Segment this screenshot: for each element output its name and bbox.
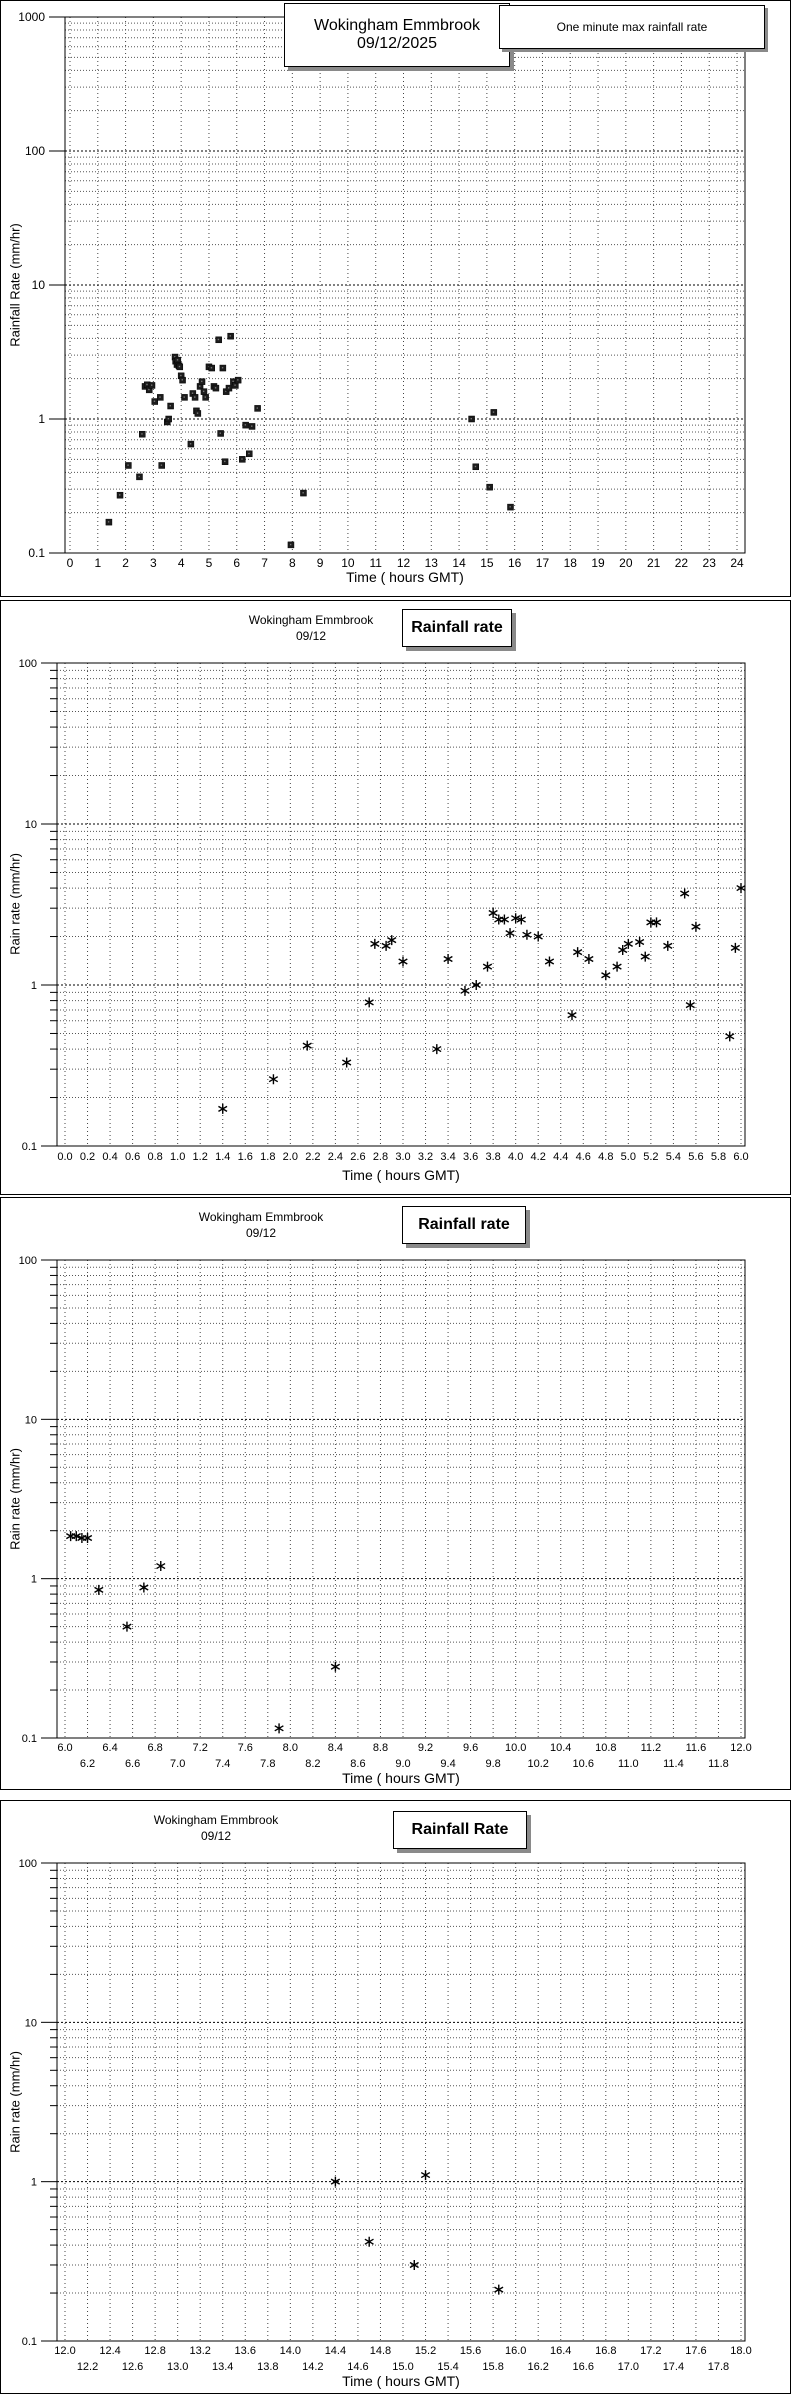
svg-text:1: 1 bbox=[94, 556, 102, 570]
chart-panel-00-06 bbox=[0, 600, 791, 1195]
svg-text:0.8: 0.8 bbox=[147, 1151, 163, 1163]
svg-text:8.8: 8.8 bbox=[372, 1742, 389, 1754]
chart-subtitle: 09/12/2025 bbox=[356, 35, 438, 52]
svg-text:7.8: 7.8 bbox=[260, 1758, 276, 1770]
svg-text:3.8: 3.8 bbox=[485, 1151, 501, 1163]
svg-text:6.8: 6.8 bbox=[147, 1742, 163, 1754]
svg-text:9.8: 9.8 bbox=[485, 1758, 501, 1770]
svg-text:2.2: 2.2 bbox=[305, 1151, 321, 1163]
chart-panel-daily-max bbox=[0, 0, 791, 597]
svg-text:10.8: 10.8 bbox=[595, 1742, 617, 1754]
plot-border bbox=[57, 663, 745, 1146]
svg-text:1.2: 1.2 bbox=[192, 1151, 208, 1163]
y-minor-ticks bbox=[50, 670, 57, 1097]
data-points bbox=[66, 1531, 339, 1733]
chart-title-box bbox=[284, 3, 510, 67]
svg-text:14.2: 14.2 bbox=[302, 2361, 324, 2373]
data-point bbox=[66, 1531, 75, 1541]
svg-text:13.6: 13.6 bbox=[234, 2345, 256, 2357]
svg-text:10: 10 bbox=[31, 278, 45, 292]
svg-text:16.0: 16.0 bbox=[504, 2345, 527, 2357]
svg-text:12.4: 12.4 bbox=[99, 2345, 121, 2357]
svg-text:3.4: 3.4 bbox=[440, 1151, 456, 1163]
svg-text:8.2: 8.2 bbox=[305, 1758, 321, 1770]
svg-text:10.2: 10.2 bbox=[527, 1758, 549, 1770]
data-point bbox=[461, 986, 470, 996]
svg-text:9.6: 9.6 bbox=[462, 1742, 479, 1754]
svg-text:2.8: 2.8 bbox=[372, 1151, 389, 1163]
svg-text:7.0: 7.0 bbox=[170, 1758, 186, 1770]
svg-text:16.6: 16.6 bbox=[572, 2361, 594, 2373]
x-tick-labels bbox=[57, 1742, 751, 1770]
svg-text:18: 18 bbox=[563, 556, 577, 570]
svg-text:8.0: 8.0 bbox=[282, 1742, 298, 1754]
data-point bbox=[523, 930, 532, 940]
data-point bbox=[663, 941, 672, 951]
svg-text:9: 9 bbox=[316, 556, 324, 570]
svg-text:11.0: 11.0 bbox=[618, 1758, 639, 1770]
data-point bbox=[421, 2170, 430, 2180]
svg-text:18.0: 18.0 bbox=[730, 2345, 752, 2357]
svg-text:10: 10 bbox=[24, 819, 37, 831]
data-point bbox=[483, 962, 492, 972]
y-tick-labels bbox=[19, 1858, 57, 2348]
chart-subtitle: 09/12 bbox=[200, 1829, 232, 1843]
svg-text:9.0: 9.0 bbox=[395, 1758, 411, 1770]
rainfall-rate-box bbox=[402, 609, 512, 647]
data-point bbox=[156, 1561, 165, 1571]
svg-text:15.6: 15.6 bbox=[459, 2345, 482, 2357]
svg-text:16.8: 16.8 bbox=[595, 2345, 617, 2357]
rate-box-label: Rainfall Rate bbox=[411, 1821, 509, 1838]
svg-text:11.2: 11.2 bbox=[640, 1742, 662, 1754]
y-minor-gridlines bbox=[57, 670, 745, 1097]
data-points bbox=[218, 883, 745, 1114]
svg-text:15.8: 15.8 bbox=[482, 2361, 504, 2373]
svg-text:0.1: 0.1 bbox=[21, 2336, 37, 2348]
svg-text:15: 15 bbox=[480, 556, 494, 570]
data-point bbox=[647, 917, 656, 927]
rainfall-rate-box bbox=[402, 1206, 526, 1244]
svg-text:13.4: 13.4 bbox=[212, 2361, 234, 2373]
chart-panel-12-18 bbox=[0, 1800, 791, 2394]
data-point bbox=[399, 956, 408, 966]
svg-text:0: 0 bbox=[66, 556, 74, 570]
svg-text:0.2: 0.2 bbox=[79, 1151, 96, 1163]
svg-text:10.4: 10.4 bbox=[550, 1742, 572, 1754]
data-point bbox=[686, 1000, 695, 1010]
data-point bbox=[641, 952, 650, 962]
rate-chart-canvas-06-12 bbox=[1, 1198, 790, 1789]
data-point bbox=[624, 939, 633, 949]
data-point bbox=[613, 962, 622, 972]
svg-text:2.6: 2.6 bbox=[350, 1151, 366, 1163]
svg-text:6.0: 6.0 bbox=[57, 1742, 73, 1754]
svg-text:100: 100 bbox=[18, 658, 37, 670]
svg-text:5: 5 bbox=[205, 556, 213, 570]
svg-text:15.2: 15.2 bbox=[414, 2345, 437, 2357]
chart-title: Wokingham Emmbrook bbox=[248, 613, 374, 627]
chart-subtitle: 09/12 bbox=[295, 629, 327, 643]
svg-text:4.0: 4.0 bbox=[508, 1151, 524, 1163]
y-minor-gridlines bbox=[65, 23, 745, 513]
x-gridlines bbox=[65, 663, 741, 1146]
svg-text:12.8: 12.8 bbox=[144, 2345, 166, 2357]
svg-text:10.0: 10.0 bbox=[504, 1742, 527, 1754]
svg-text:6: 6 bbox=[233, 556, 241, 570]
x-tick-labels bbox=[67, 556, 744, 570]
data-point bbox=[692, 922, 701, 932]
svg-text:14: 14 bbox=[452, 556, 466, 570]
svg-text:100: 100 bbox=[18, 1255, 37, 1267]
svg-text:15.0: 15.0 bbox=[392, 2361, 414, 2373]
svg-text:3.0: 3.0 bbox=[395, 1151, 411, 1163]
data-point bbox=[95, 1585, 104, 1595]
rate-box-label: Rainfall rate bbox=[411, 619, 503, 636]
svg-text:16.4: 16.4 bbox=[550, 2345, 572, 2357]
svg-text:5.6: 5.6 bbox=[688, 1151, 704, 1163]
svg-text:7: 7 bbox=[261, 556, 268, 570]
data-point bbox=[618, 945, 627, 955]
data-point bbox=[680, 889, 689, 899]
legend-label: One minute max rainfall rate bbox=[556, 20, 708, 34]
svg-text:14.8: 14.8 bbox=[369, 2345, 392, 2357]
svg-text:7.4: 7.4 bbox=[215, 1758, 231, 1770]
svg-text:17.4: 17.4 bbox=[662, 2361, 685, 2373]
svg-text:7.6: 7.6 bbox=[237, 1742, 253, 1754]
svg-text:8.4: 8.4 bbox=[327, 1742, 344, 1754]
svg-text:17: 17 bbox=[535, 556, 550, 570]
svg-text:12.0: 12.0 bbox=[730, 1742, 752, 1754]
data-point bbox=[371, 939, 380, 949]
svg-text:100: 100 bbox=[24, 144, 45, 158]
chart-title: Wokingham Emmbrook bbox=[153, 1813, 279, 1827]
svg-text:15.4: 15.4 bbox=[437, 2361, 459, 2373]
y-axis-label: Rain rate (mm/hr) bbox=[7, 1448, 23, 1550]
x-gridlines bbox=[65, 1260, 741, 1738]
x-tick-labels bbox=[57, 1151, 748, 1163]
y-minor-ticks bbox=[50, 1267, 57, 1690]
data-point bbox=[218, 1104, 227, 1114]
svg-text:12.6: 12.6 bbox=[121, 2361, 144, 2373]
data-point bbox=[568, 1010, 577, 1020]
data-point bbox=[573, 947, 582, 957]
y-tick-labels bbox=[19, 658, 57, 1153]
svg-text:9.2: 9.2 bbox=[417, 1742, 434, 1754]
x-axis-label: Time ( hours GMT) bbox=[342, 2373, 460, 2389]
data-point bbox=[303, 1041, 312, 1051]
data-point bbox=[731, 943, 740, 953]
plot-border bbox=[57, 1260, 745, 1738]
svg-text:11: 11 bbox=[369, 556, 382, 570]
data-point bbox=[331, 1662, 340, 1672]
rate-chart-canvas-12-18 bbox=[1, 1801, 790, 2393]
svg-text:4.6: 4.6 bbox=[575, 1151, 591, 1163]
svg-text:6.6: 6.6 bbox=[124, 1758, 141, 1770]
svg-text:9.4: 9.4 bbox=[440, 1758, 456, 1770]
chart-title: Wokingham Emmbrook bbox=[314, 17, 480, 34]
svg-text:1.8: 1.8 bbox=[260, 1151, 276, 1163]
chart-panel-06-12 bbox=[0, 1197, 791, 1790]
svg-text:0.1: 0.1 bbox=[21, 1141, 37, 1153]
svg-text:8.6: 8.6 bbox=[350, 1758, 366, 1770]
svg-text:24: 24 bbox=[730, 556, 744, 570]
data-point bbox=[140, 1583, 149, 1593]
svg-text:5.0: 5.0 bbox=[620, 1151, 636, 1163]
data-point bbox=[602, 970, 611, 980]
svg-text:2.0: 2.0 bbox=[282, 1151, 298, 1163]
data-point bbox=[342, 1058, 351, 1068]
svg-text:17.6: 17.6 bbox=[685, 2345, 707, 2357]
svg-text:11.4: 11.4 bbox=[663, 1758, 684, 1770]
svg-text:14.4: 14.4 bbox=[324, 2345, 347, 2357]
svg-text:3.2: 3.2 bbox=[417, 1151, 434, 1163]
data-point bbox=[275, 1723, 284, 1733]
data-points bbox=[106, 333, 514, 548]
svg-text:5.2: 5.2 bbox=[643, 1151, 659, 1163]
svg-text:12: 12 bbox=[396, 556, 411, 570]
y-decade-gridlines bbox=[57, 2022, 745, 2181]
svg-text:20: 20 bbox=[619, 556, 633, 570]
svg-text:1: 1 bbox=[30, 1573, 37, 1586]
y-axis-label: Rain rate (mm/hr) bbox=[7, 853, 23, 955]
chart-subtitle: 09/12 bbox=[245, 1226, 277, 1240]
svg-text:1.4: 1.4 bbox=[215, 1151, 231, 1163]
y-tick-labels bbox=[19, 1255, 57, 1745]
data-point bbox=[534, 932, 543, 942]
rate-chart-canvas-00-06 bbox=[1, 601, 790, 1194]
svg-text:23: 23 bbox=[702, 556, 716, 570]
svg-text:19: 19 bbox=[591, 556, 605, 570]
svg-text:10.6: 10.6 bbox=[572, 1758, 594, 1770]
svg-text:11.8: 11.8 bbox=[708, 1758, 729, 1770]
data-point bbox=[489, 908, 498, 918]
x-axis-label: Time ( hours GMT) bbox=[342, 1770, 460, 1786]
svg-text:4.2: 4.2 bbox=[530, 1151, 546, 1163]
svg-text:0.0: 0.0 bbox=[57, 1151, 73, 1163]
y-minor-ticks bbox=[50, 1870, 57, 2293]
chart-title: Wokingham Emmbrook bbox=[198, 1210, 324, 1224]
data-point bbox=[433, 1044, 442, 1054]
data-point bbox=[269, 1074, 278, 1084]
y-axis-label: Rainfall Rate (mm/hr) bbox=[7, 223, 23, 347]
data-point bbox=[652, 917, 661, 927]
y-axis-label: Rain rate (mm/hr) bbox=[7, 2051, 23, 2153]
svg-text:1: 1 bbox=[30, 980, 37, 992]
data-point bbox=[83, 1533, 92, 1543]
svg-text:12.0: 12.0 bbox=[54, 2345, 76, 2357]
svg-text:3.6: 3.6 bbox=[462, 1151, 479, 1163]
svg-text:17.2: 17.2 bbox=[640, 2345, 662, 2357]
svg-text:4: 4 bbox=[177, 556, 185, 570]
svg-text:2: 2 bbox=[122, 556, 129, 570]
data-point bbox=[725, 1031, 734, 1041]
svg-text:11.6: 11.6 bbox=[685, 1742, 707, 1754]
svg-text:6.2: 6.2 bbox=[79, 1758, 96, 1770]
svg-text:6.0: 6.0 bbox=[733, 1151, 749, 1163]
y-tick-labels bbox=[18, 10, 65, 560]
svg-text:1.6: 1.6 bbox=[237, 1151, 253, 1163]
svg-text:13.0: 13.0 bbox=[166, 2361, 189, 2373]
daily-max-chart-canvas bbox=[1, 1, 790, 596]
svg-text:1000: 1000 bbox=[18, 10, 45, 24]
svg-text:1.0: 1.0 bbox=[170, 1151, 186, 1163]
svg-text:16.2: 16.2 bbox=[527, 2361, 549, 2373]
svg-text:5.8: 5.8 bbox=[710, 1151, 727, 1163]
svg-text:1: 1 bbox=[38, 412, 45, 426]
rainfall-rate-box bbox=[393, 1811, 527, 1849]
svg-text:1: 1 bbox=[30, 2176, 37, 2189]
data-point bbox=[635, 937, 644, 947]
svg-text:22: 22 bbox=[674, 556, 689, 570]
svg-text:10: 10 bbox=[341, 556, 355, 570]
svg-text:16: 16 bbox=[507, 556, 522, 570]
y-minor-gridlines bbox=[57, 1267, 745, 1690]
x-axis-label: Time ( hours GMT) bbox=[342, 1167, 460, 1183]
svg-text:4.8: 4.8 bbox=[598, 1151, 614, 1163]
svg-text:0.1: 0.1 bbox=[28, 546, 45, 560]
data-point bbox=[365, 997, 374, 1007]
svg-text:7.2: 7.2 bbox=[192, 1742, 208, 1754]
x-axis-label: Time ( hours GMT) bbox=[346, 569, 464, 585]
svg-text:14.0: 14.0 bbox=[279, 2345, 302, 2357]
svg-text:100: 100 bbox=[18, 1858, 37, 1870]
svg-text:8: 8 bbox=[288, 556, 296, 570]
svg-text:17.8: 17.8 bbox=[707, 2361, 730, 2373]
svg-text:5.4: 5.4 bbox=[665, 1151, 682, 1163]
data-point bbox=[500, 915, 509, 925]
y-minor-gridlines bbox=[57, 1870, 745, 2293]
svg-text:13: 13 bbox=[424, 556, 438, 570]
svg-text:10: 10 bbox=[24, 1414, 37, 1427]
svg-text:0.1: 0.1 bbox=[21, 1733, 37, 1745]
data-point bbox=[545, 956, 554, 966]
svg-text:6.4: 6.4 bbox=[102, 1742, 118, 1754]
svg-text:17.0: 17.0 bbox=[617, 2361, 640, 2373]
x-tick-labels bbox=[54, 2345, 751, 2373]
svg-text:13.8: 13.8 bbox=[257, 2361, 279, 2373]
y-decade-gridlines bbox=[57, 1419, 745, 1578]
data-point bbox=[585, 954, 594, 964]
svg-text:12.2: 12.2 bbox=[76, 2361, 99, 2373]
svg-text:3: 3 bbox=[150, 556, 157, 570]
svg-text:21: 21 bbox=[646, 556, 661, 570]
svg-text:10: 10 bbox=[24, 2017, 37, 2030]
rate-box-label: Rainfall rate bbox=[418, 1216, 510, 1233]
svg-text:14.6: 14.6 bbox=[347, 2361, 369, 2373]
svg-text:13.2: 13.2 bbox=[189, 2345, 211, 2357]
plot-border bbox=[57, 1863, 745, 2341]
svg-text:4.4: 4.4 bbox=[553, 1151, 569, 1163]
svg-text:2.4: 2.4 bbox=[327, 1151, 344, 1163]
x-gridlines bbox=[65, 1863, 741, 2341]
svg-text:0.6: 0.6 bbox=[124, 1151, 141, 1163]
svg-text:0.4: 0.4 bbox=[102, 1151, 118, 1163]
data-point bbox=[444, 954, 453, 964]
legend-box bbox=[499, 5, 765, 49]
data-point bbox=[494, 915, 503, 925]
